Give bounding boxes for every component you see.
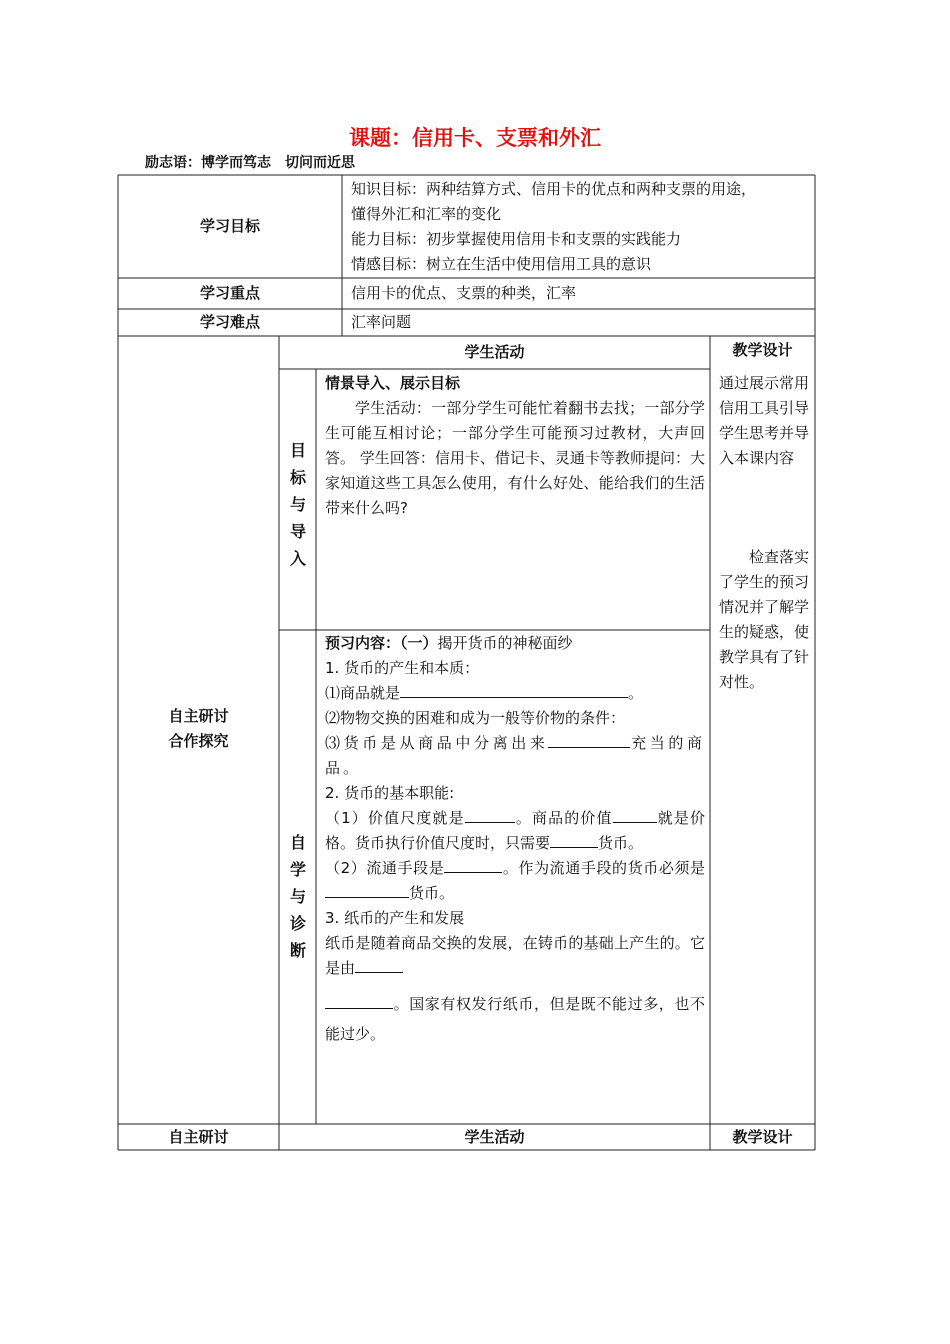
goals-line-knowledge: 知识目标：两种结算方式、信用卡的优点和两种支票的用途，	[351, 180, 757, 198]
q1-item-c: ⑶货币是从商品中分离出来 充当的商品。	[325, 731, 705, 781]
q3-body-continued: 。国家有权发行纸币，但是既不能过多，也不能过少。	[325, 989, 705, 1049]
motto-label: 励志语：博学而笃志	[145, 155, 271, 171]
fill-blank[interactable]	[613, 806, 657, 823]
bottom-teaching-design-header: 教学设计	[732, 1128, 793, 1146]
section-label-line1: 自主研讨	[168, 707, 229, 725]
section-label-line2: 合作探究	[168, 732, 229, 750]
q1-item-b: ⑵物物交换的困难和成为一般等价物的条件：	[325, 709, 626, 727]
fill-blank[interactable]	[325, 992, 393, 1009]
intro-body: 学生活动：一部分学生可能忙着翻书去找；一部分学生可能互相讨论；一部分学生可能预习过教材，大声回答。 学生回答：信用卡、借记卡、灵通卡等教师提问：大家知道这些工具怎么使用，有什么好处、能给我们的生活带来什么吗?	[325, 399, 705, 517]
q1-title: 1. 货币的产生和本质：	[325, 659, 480, 677]
fill-blank[interactable]	[550, 831, 598, 848]
q3-body: 纸币是随着商品交换的发展，在铸币的基础上产生的。它是由	[325, 934, 705, 977]
design-note-intro: 通过展示常用信用工具引导学生思考并导入本课内容	[719, 374, 810, 467]
self-study-vertical-label: 自 学 与 诊 断	[289, 833, 306, 960]
goals-label: 学习目标	[199, 217, 260, 235]
student-activity-header: 学生活动	[464, 343, 525, 361]
bottom-section-label: 自主研讨	[168, 1128, 229, 1146]
key-points-text: 信用卡的优点、支票的种类，汇率	[351, 284, 577, 302]
fill-blank[interactable]	[400, 681, 628, 698]
fill-blank[interactable]	[325, 881, 409, 898]
difficulties-text: 汇率问题	[351, 313, 412, 331]
q3-title: 3. 纸币的产生和发展	[325, 909, 465, 927]
goals-content	[351, 177, 813, 277]
intro-vertical-label: 目 标 与 导 入	[289, 441, 306, 568]
bottom-student-activity-header: 学生活动	[464, 1128, 525, 1146]
self-study-content	[325, 631, 705, 1049]
fill-blank[interactable]	[444, 856, 502, 873]
motto-text: 切问而近思	[285, 155, 355, 171]
q2-title: 2. 货币的基本职能:	[325, 784, 455, 802]
intro-heading: 情景导入、展示目标	[325, 374, 461, 392]
fill-blank[interactable]	[355, 956, 403, 973]
fill-blank[interactable]	[465, 806, 515, 823]
page-title: 课题：信用卡、支票和外汇	[349, 126, 601, 150]
q2-item-a: （1）价值尺度就是 。商品的价值 就是价格。货币执行价值尺度时，只需要 货币。	[325, 806, 705, 856]
q1-item-a: ⑴商品就是 。	[325, 681, 705, 706]
difficulties-label: 学习难点	[199, 313, 260, 331]
goals-line-knowledge-cont: 懂得外汇和汇率的变化	[351, 205, 502, 223]
design-note-preview: 检查落实了学生的预习情况并了解学生的疑惑，使教学具有了针对性。	[719, 548, 810, 691]
self-study-heading: 预习内容：（一）揭开货币的神秘面纱	[325, 634, 573, 652]
intro-content	[325, 371, 705, 521]
section-label	[118, 704, 279, 754]
q2-item-b: （2）流通手段是 。作为流通手段的货币必须是货币。	[325, 856, 705, 906]
key-points-label: 学习重点	[199, 284, 260, 302]
goals-line-ability: 能力目标：初步掌握使用信用卡和支票的实践能力	[351, 230, 682, 248]
fill-blank[interactable]	[548, 731, 630, 748]
teaching-design-header: 教学设计	[732, 341, 793, 359]
goals-line-emotion: 情感目标：树立在生活中使用信用工具的意识	[351, 255, 652, 273]
